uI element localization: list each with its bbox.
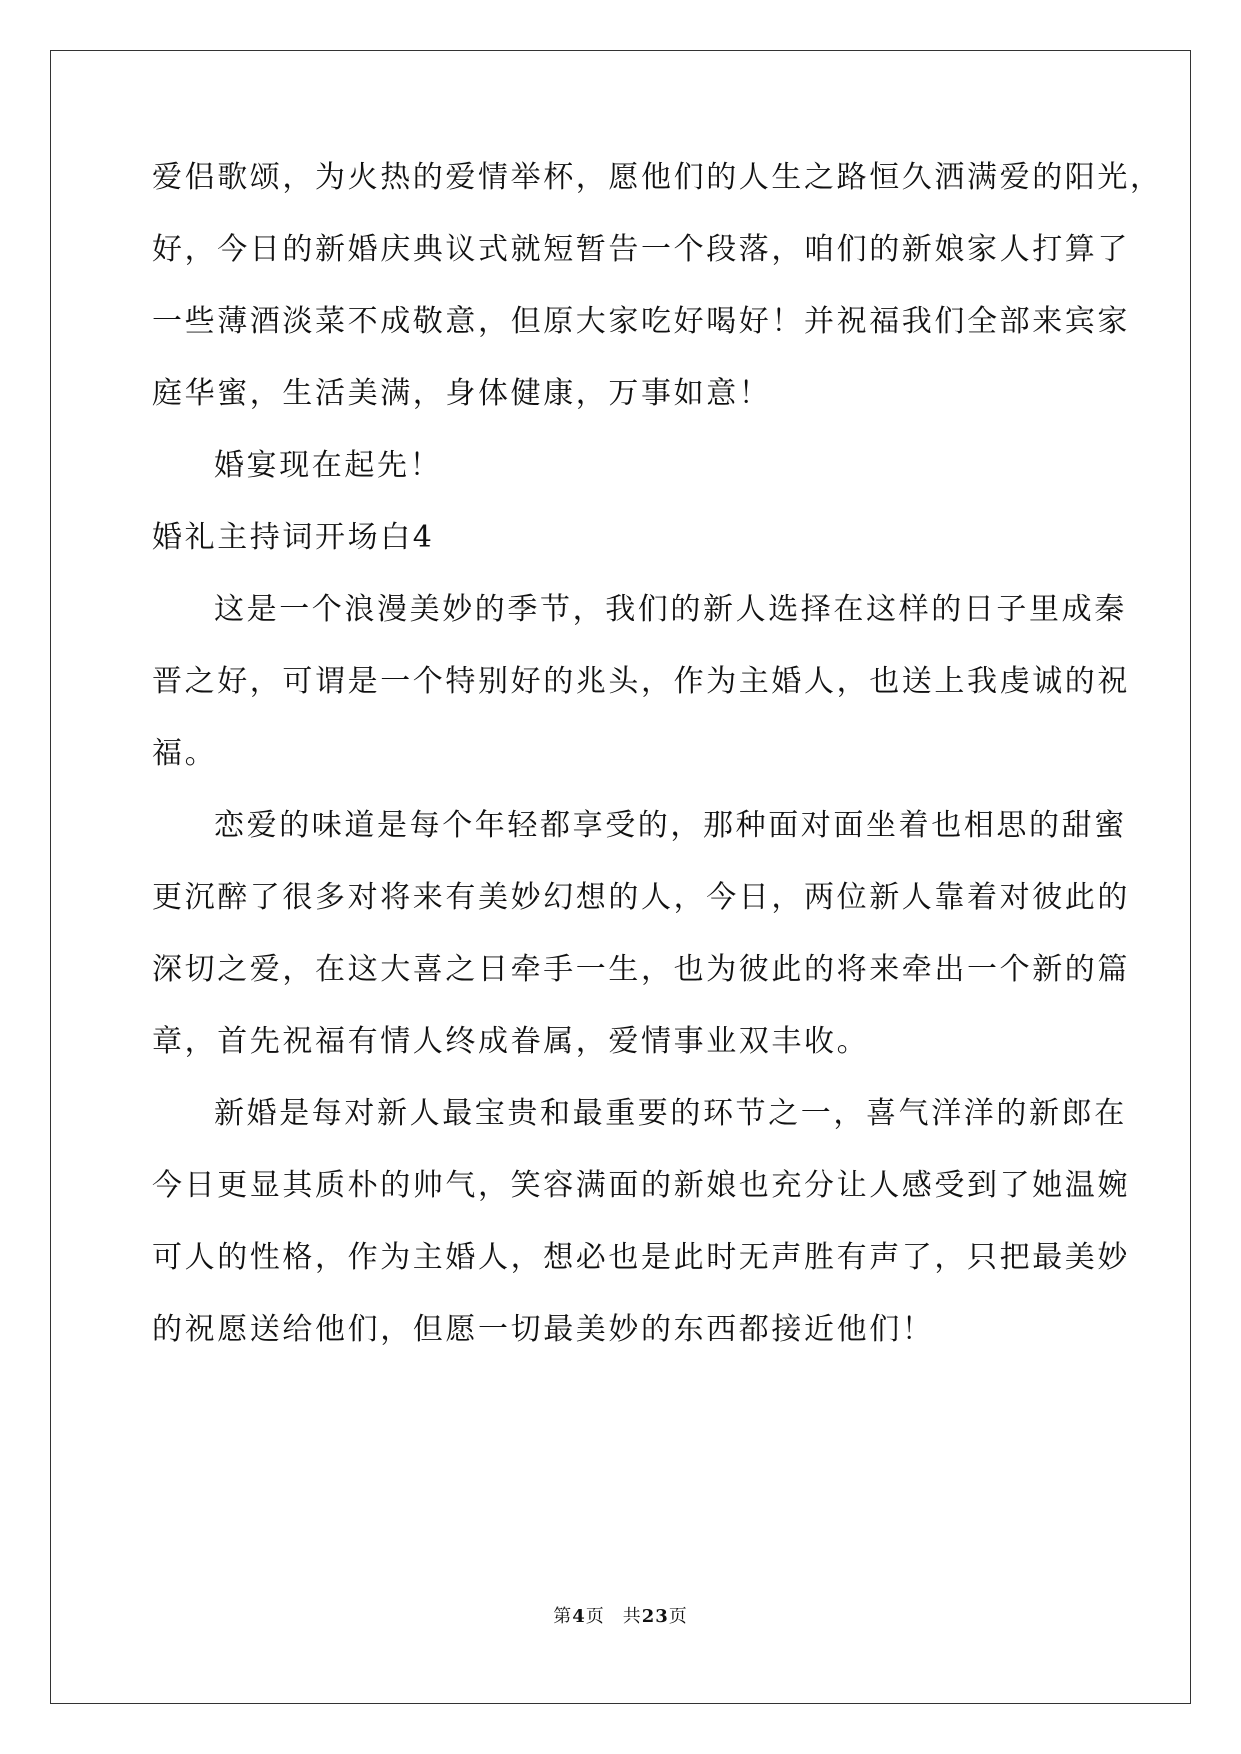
total-pages-number: 23 [641,1606,669,1627]
paragraph-line: 福。 [152,736,218,771]
total-pages-unit: 页 [668,1606,688,1627]
paragraph-line: 恋爱的味道是每个年轻都享受的，那种面对面坐着也相思的甜蜜 [214,808,1127,843]
paragraph-line: 这是一个浪漫美妙的季节，我们的新人选择在这样的日子里成秦 [214,592,1127,627]
paragraph-line: 婚宴现在起先！ [214,448,443,483]
current-page-number: 4 [572,1606,586,1627]
page-number-unit: 页 [585,1606,605,1627]
paragraph-line: 可人的性格，作为主婚人，想必也是此时无声胜有声了，只把最美妙 [152,1240,1130,1275]
paragraph-line: 深切之爱，在这大喜之日牵手一生，也为彼此的将来牵出一个新的篇 [152,952,1130,987]
page-border [50,50,1191,1704]
paragraph-line: 庭华蜜，生活美满，身体健康，万事如意！ [152,376,772,411]
paragraph-line: 的祝愿送给他们，但愿一切最美妙的东西都接近他们！ [152,1312,935,1347]
page-number-prefix: 第 [553,1606,573,1627]
paragraph-line: 今日更显其质朴的帅气，笑容满面的新娘也充分让人感受到了她温婉 [152,1168,1130,1203]
total-pages-prefix: 共 [622,1606,642,1627]
page-footer [0,1605,1241,1629]
paragraph-line: 好，今日的新婚庆典议式就短暂告一个段落，咱们的新娘家人打算了 [152,232,1130,267]
paragraph-line: 章，首先祝福有情人终成眷属，爱情事业双丰收。 [152,1024,870,1059]
paragraph-line: 晋之好，可谓是一个特别好的兆头，作为主婚人，也送上我虔诚的祝 [152,664,1130,699]
paragraph-line: 更沉醉了很多对将来有美妙幻想的人，今日，两位新人靠着对彼此的 [152,880,1130,915]
section-heading: 婚礼主持词开场白4 [152,520,435,555]
paragraph-line: 一些薄酒淡菜不成敬意，但原大家吃好喝好！并祝福我们全部来宾家 [152,304,1130,339]
paragraph-line: 爱侣歌颂，为火热的爱情举杯，愿他们的人生之路恒久洒满爱的阳光， [152,160,1163,195]
paragraph-line: 新婚是每对新人最宝贵和最重要的环节之一，喜气洋洋的新郎在 [214,1096,1127,1131]
